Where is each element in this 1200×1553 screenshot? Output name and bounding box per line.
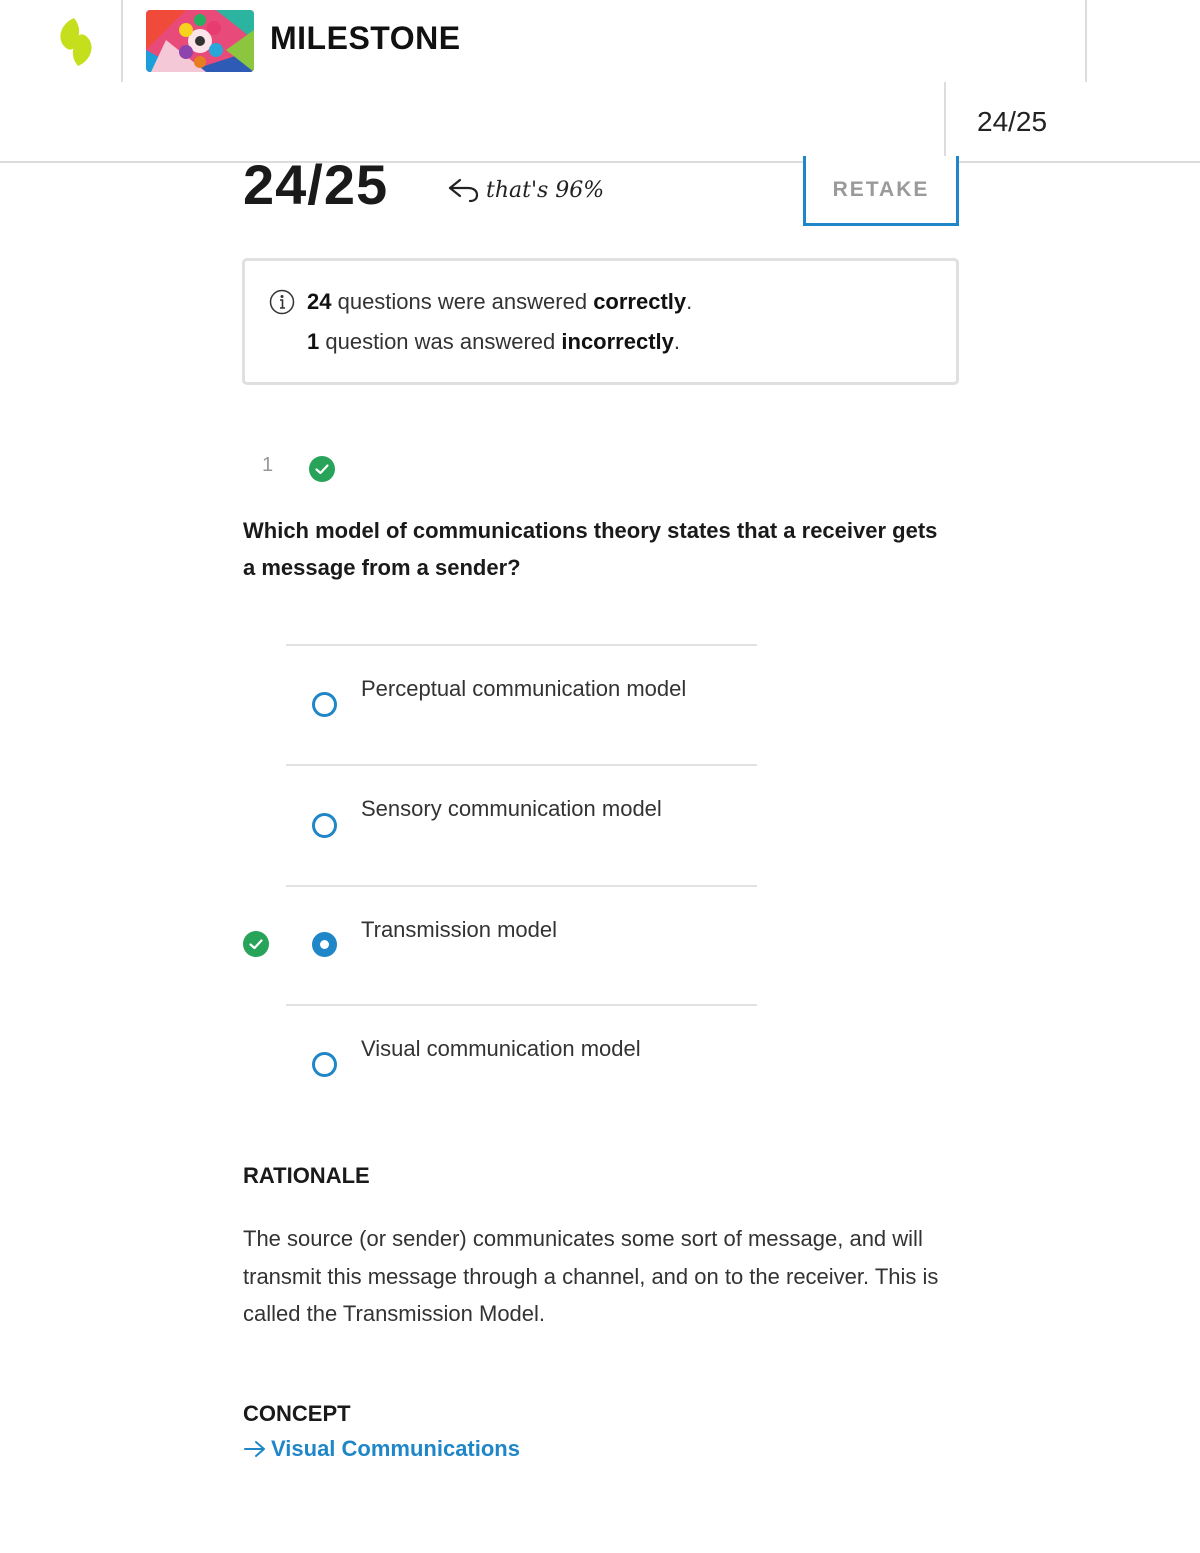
header-bottom-border (0, 161, 1200, 163)
brand-title: MILESTONE (270, 20, 461, 56)
percent-text: that's 96% (486, 177, 605, 203)
summary-text: question was answered (319, 329, 562, 354)
option-radio-2[interactable] (312, 813, 337, 838)
score-divider (944, 82, 946, 162)
retake-button[interactable]: RETAKE (803, 156, 959, 226)
option-label-4[interactable]: Visual communication model (361, 1036, 641, 1061)
question-number: 1 (262, 454, 274, 476)
question-text: Which model of communications theory states that a receiver gets a message from a sender? (243, 518, 938, 580)
period: . (673, 329, 681, 354)
correct-answer-check-icon (243, 931, 269, 957)
correct-word: correctly (593, 289, 687, 314)
info-icon (269, 289, 295, 315)
summary-incorrect-line (307, 329, 680, 355)
concept-link-label[interactable]: Visual Communications (271, 1436, 520, 1461)
option-label-2[interactable]: Sensory communication model (361, 796, 662, 821)
results-summary (242, 258, 959, 385)
option-divider (286, 1004, 757, 1006)
option-radio-3-selected[interactable] (312, 932, 337, 957)
correct-check-icon (309, 456, 335, 482)
option-label-3[interactable]: Transmission model (361, 917, 558, 942)
concept-link[interactable] (243, 1436, 520, 1462)
concept-heading: CONCEPT (243, 1401, 351, 1426)
curved-arrow-icon (446, 176, 480, 204)
summary-correct-line (307, 289, 692, 315)
sophia-logo-icon[interactable] (52, 14, 100, 70)
rationale-text: The source (or sender) communicates some sort of message, and will transmit this message through a channel, and on to the receiver. This is called the Transmission Model. (243, 1226, 939, 1326)
header-score: 24/25 (977, 106, 1048, 137)
incorrect-word: incorrectly (561, 329, 674, 354)
arrow-right-icon (243, 1439, 267, 1459)
score-display: 24/25 (243, 153, 389, 216)
option-divider (286, 764, 757, 766)
percent-note (446, 176, 604, 204)
correct-count: 24 (307, 289, 332, 314)
period: . (686, 289, 693, 314)
option-label-1[interactable]: Perceptual communication model (361, 676, 687, 701)
option-divider (286, 644, 757, 646)
course-thumbnail (146, 10, 254, 72)
option-radio-1[interactable] (312, 692, 337, 717)
incorrect-count: 1 (307, 329, 320, 354)
rationale-heading: RATIONALE (243, 1163, 370, 1188)
option-radio-4[interactable] (312, 1052, 337, 1077)
summary-text: questions were answered (331, 289, 594, 314)
top-bar (0, 0, 1200, 82)
option-divider (286, 885, 757, 887)
header-divider (121, 0, 123, 82)
header-divider (1085, 0, 1087, 82)
